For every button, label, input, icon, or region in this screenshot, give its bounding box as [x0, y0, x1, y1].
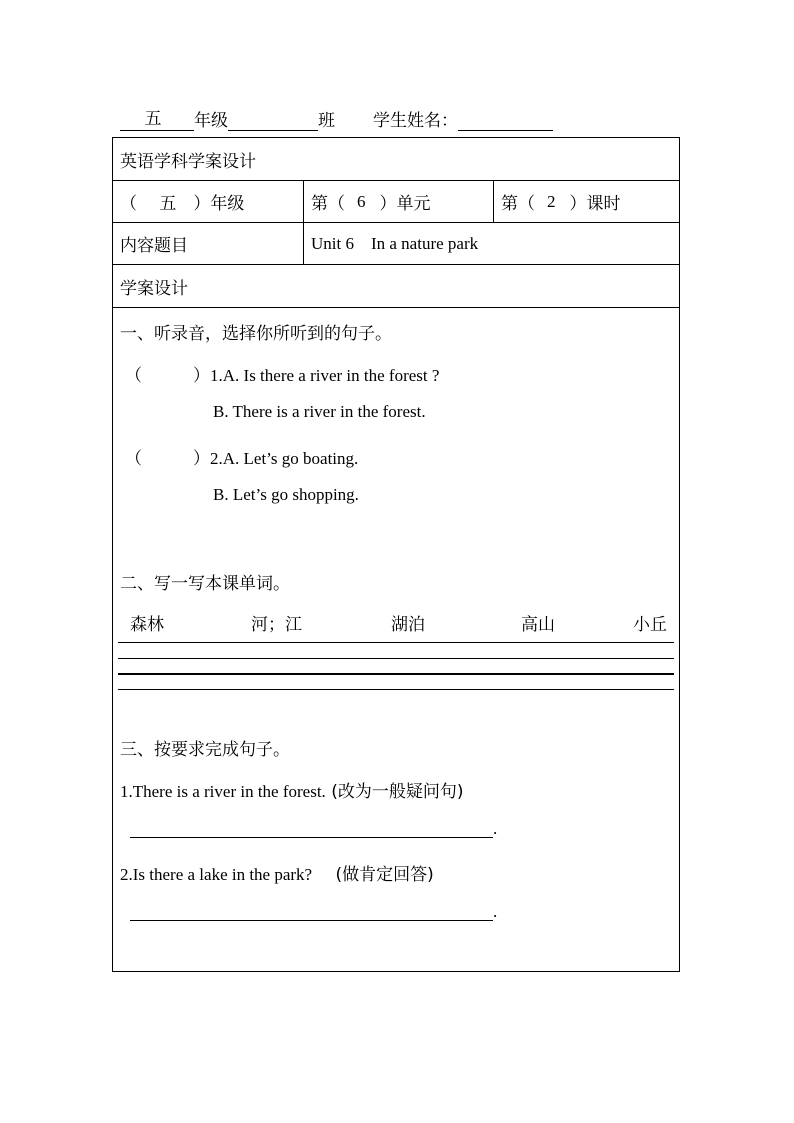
grade-cell: （ 五 ）年级	[120, 194, 245, 214]
q2-option-b: B. Let’s go shopping.	[213, 485, 359, 504]
design-label-row	[113, 265, 679, 308]
exercise-area	[113, 308, 679, 971]
s3-q2-answer-line[interactable]	[130, 920, 493, 921]
lesson-suffix: ）课时	[569, 194, 621, 214]
s3-q2-sentence: 2.Is there a lake in the park?	[120, 865, 313, 884]
title-row	[113, 138, 679, 181]
writing-line-2[interactable]	[118, 658, 674, 659]
writing-line-4[interactable]	[118, 689, 674, 690]
lesson-prefix: 第（	[501, 194, 535, 214]
grade-value: 五	[142, 108, 164, 131]
student-info-header	[120, 105, 553, 131]
q2-option-a: 2.A. Let’s go boating.	[210, 449, 359, 468]
s3-q1-sentence: 1.There is a river in the forest.	[120, 782, 326, 801]
q2-row	[125, 444, 358, 469]
s3-q1	[120, 777, 463, 802]
lesson-number: 2	[547, 191, 556, 211]
student-name-label: 学生姓名：	[373, 111, 458, 131]
q2-answer-bracket[interactable]: （ ）	[125, 449, 210, 469]
s3-q1-instruction: (改为一般疑问句)	[331, 782, 464, 802]
writing-line-1[interactable]	[118, 642, 674, 643]
q1-option-a: 1.A. Is there a river in the forest ?	[210, 366, 440, 385]
grade-unit-lesson-row	[113, 181, 679, 223]
s3-q1-answer-line[interactable]	[130, 837, 493, 838]
q1-option-b: B. There is a river in the forest.	[213, 402, 426, 421]
s3-q2	[120, 860, 434, 885]
section1-heading: 一、听录音，选择你所听到的句子。	[120, 324, 392, 344]
sheet-title: 英语学科学案设计	[120, 151, 256, 172]
word-forest: 森林	[130, 615, 164, 635]
grade-label: 年级	[194, 111, 228, 131]
q1-row	[125, 361, 439, 386]
q1-answer-bracket[interactable]: （ ）	[125, 366, 210, 386]
lesson-plan-table	[112, 137, 680, 972]
word-lake: 湖泊	[391, 615, 425, 635]
class-blank[interactable]	[228, 108, 318, 131]
student-name-blank[interactable]	[458, 108, 553, 131]
word-hill: 小丘	[633, 615, 667, 635]
s3-q2-period: .	[493, 902, 498, 921]
grade-blank-left	[120, 108, 142, 131]
writing-line-3[interactable]	[118, 673, 674, 675]
s3-q1-period: .	[493, 819, 498, 838]
lesson-cell	[493, 181, 681, 222]
design-label: 学案设计	[120, 278, 188, 299]
class-label: 班	[318, 111, 335, 131]
word-river: 河；江	[251, 615, 302, 635]
grade-blank-right	[164, 108, 194, 131]
unit-cell	[303, 181, 493, 222]
topic-label: 内容题目	[120, 236, 188, 256]
topic-value: Unit 6 In a nature park	[303, 223, 681, 264]
unit-number: 6	[357, 191, 366, 211]
unit-suffix: ）单元	[379, 194, 431, 214]
topic-row	[113, 223, 679, 265]
s3-q2-instruction: (做肯定回答)	[335, 865, 434, 885]
section2-heading: 二、写一写本课单词。	[120, 574, 290, 594]
section3-heading: 三、按要求完成句子。	[120, 740, 290, 760]
unit-prefix: 第（	[311, 194, 345, 214]
word-mountain: 高山	[521, 615, 555, 635]
